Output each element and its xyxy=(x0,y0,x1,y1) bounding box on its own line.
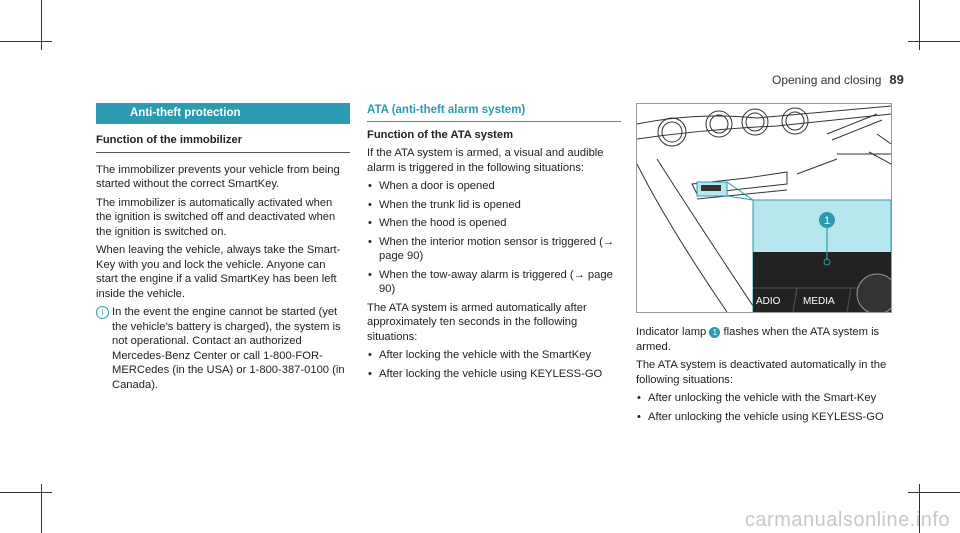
crop-mark xyxy=(0,492,52,493)
crop-mark xyxy=(0,41,52,42)
paragraph: The ATA system is deactivated automatically in the following situations: xyxy=(636,359,887,386)
list-item: • When the trunk lid is opened xyxy=(367,198,621,213)
paragraph: The ATA system is armed automatically after approximately ten seconds in the following situations: xyxy=(367,301,587,343)
indicator-post: flashes when the ATA system is armed. xyxy=(636,326,880,353)
crop-mark xyxy=(908,41,960,42)
list-item: • After locking the vehicle with the SmartKey xyxy=(367,348,621,363)
column-indicator xyxy=(636,325,890,428)
subheading: Function of the ATA system xyxy=(367,128,514,141)
indicator-paragraph xyxy=(636,325,890,354)
section-title: Anti-theft protection xyxy=(96,103,350,124)
paragraph: If the ATA system is armed, a visual and audible alarm is triggered in the following situations: xyxy=(367,147,604,174)
crop-mark xyxy=(919,0,920,50)
crop-mark xyxy=(41,0,42,50)
paragraph: When leaving the vehicle, always take the Smart-Key with you and lock the vehicle. Anyone can start the engine if a valid SmartKey has been left inside the vehicle. xyxy=(96,244,341,300)
list-item: • After unlocking the vehicle with the Smart-Key xyxy=(636,391,890,406)
indicator-pre: Indicator lamp xyxy=(636,326,707,338)
page-number: 89 xyxy=(889,72,904,87)
column-ata xyxy=(367,103,621,385)
section-title-ata: ATA (anti-theft alarm system) xyxy=(367,104,526,116)
paragraph: The immobilizer prevents your vehicle from being started without the correct SmartKey. xyxy=(96,163,340,190)
paragraph: The immobilizer is automatically activated when the ignition is switched off and deactivated when the ignition is switched on. xyxy=(96,196,336,238)
list-item: • After unlocking the vehicle using KEYLESS-GO xyxy=(636,410,890,425)
column-immobilizer xyxy=(96,103,350,392)
list-item: • After locking the vehicle using KEYLESS-GO xyxy=(367,367,621,382)
crop-mark xyxy=(908,492,960,493)
info-icon: i xyxy=(96,306,109,319)
divider xyxy=(367,121,621,122)
header-section: Opening and closing xyxy=(772,73,882,87)
note-text: In the event the engine cannot be started (yet the vehicle’s battery is charged), the system is not operational. Contact an authorized Mercedes-Benz Center or call 1-800-FOR-MERCedes (in the USA) or 1-800-387-0100 (in Canada). xyxy=(112,306,345,391)
list-item: • When the hood is opened xyxy=(367,216,621,231)
radio-label: ADIO xyxy=(756,296,781,307)
callout-label: 1 xyxy=(823,215,831,227)
divider xyxy=(96,152,350,153)
dashboard-figure xyxy=(636,103,892,313)
list-item: • When the interior motion sensor is triggered (→ page 90) xyxy=(367,235,621,264)
list-item: • When the tow-away alarm is triggered (→ page 90) xyxy=(367,268,621,297)
subheading: Function of the immobilizer xyxy=(96,134,243,146)
watermark: carmanualsonline.info xyxy=(744,509,950,531)
page-header xyxy=(772,72,904,87)
dashboard-illustration xyxy=(637,104,891,312)
list-item: • When a door is opened xyxy=(367,179,621,194)
media-label: MEDIA xyxy=(803,296,835,307)
callout-badge: 1 xyxy=(709,327,720,338)
note xyxy=(96,305,350,392)
